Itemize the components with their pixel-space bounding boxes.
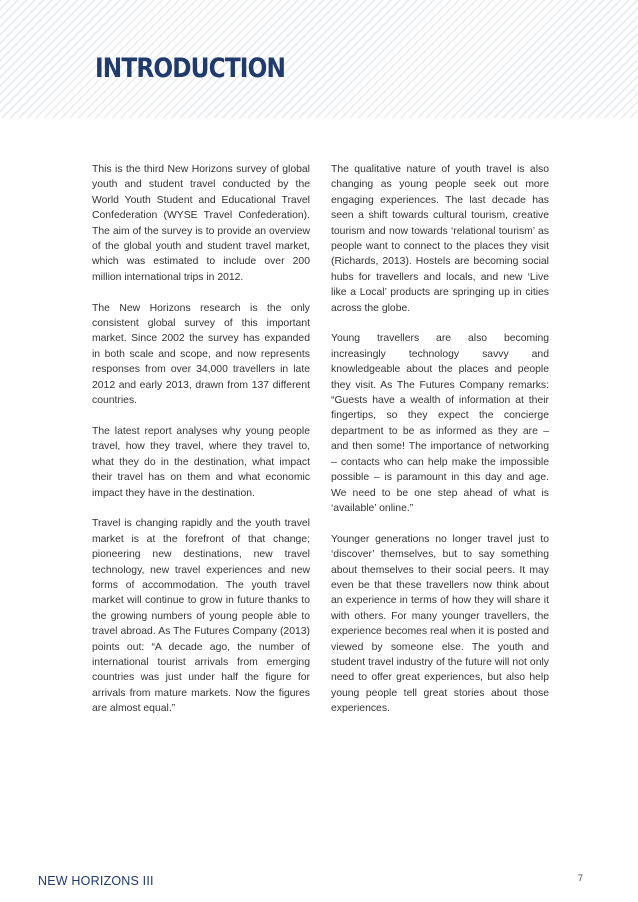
right-column [331, 162, 549, 732]
paragraph: The New Horizons research is the only consistent global survey of this important market. Since 2002 the survey has expanded in both scale and scope, and now represents responses from over 34,000 travellers in late 2012 and early 2013, drawn from 137 different countries. [92, 302, 310, 407]
paragraph: Younger generations no longer travel just to ‘discover’ themselves, but to say something about themselves to their social peers. It may even be that these travellers now think about an experience in terms of how they will share it with others. For many younger travellers, the experience becomes real when it is posted and viewed by someone else. The youth and student travel industry of the future will not only need to offer great experiences, but also help young people tell great stories about those experiences. [331, 533, 549, 715]
paragraph: The qualitative nature of youth travel is also changing as young people seek out more engaging experiences. The last decade has seen a shift towards cultural tourism, creative tourism and now towards ‘relational tourism’ as people want to connect to the places they visit (Richards, 2013). Hostels are becoming social hubs for travellers and locals, and new ‘Live like a Local’ products are springing up in cities across the globe. [331, 164, 549, 314]
paragraph: The latest report analyses why young people travel, how they travel, where they travel to, what they do in the destination, what impact their travel has on them and what economic impact they have in the destination. [92, 425, 310, 499]
page-number: 7 [578, 873, 584, 883]
publication-name: NEW HORIZONS III [38, 874, 154, 888]
page-title: INTRODUCTION [95, 53, 286, 84]
paragraph: Young travellers are also becoming increasingly technology savvy and knowledgeable about the places and people they visit. As The Futures Company remarks: “Guests have a wealth of information at their fingertips, so they expect the concierge department to be as informed as they are – and then some! The importance of networking – contacts who can help make the impossible possible – is paramount in this day and age. We need to be one step ahead of what is ‘available’ online.” [331, 333, 549, 514]
paragraph: This is the third New Horizons survey of global youth and student travel conducted by the World Youth Student and Educational Travel Confederation (WYSE Travel Confederation). The aim of the survey is to provide an overview of the global youth and student travel market, which was estimated to include over 200 million international trips in 2012. [92, 164, 310, 283]
left-column [92, 162, 310, 732]
paragraph: Travel is changing rapidly and the youth travel market is at the forefront of that change; pioneering new destinations, new travel technology, new travel experiences and new forms of accommodation. The youth travel market will continue to grow in future thanks to the growing numbers of young people able to travel abroad. As The Futures Company (2013) points out: “A decade ago, the number of international tourist arrivals from emerging countries was just under half the figure for arrivals from mature markets. Now the figures are almost equal.” [92, 518, 310, 715]
